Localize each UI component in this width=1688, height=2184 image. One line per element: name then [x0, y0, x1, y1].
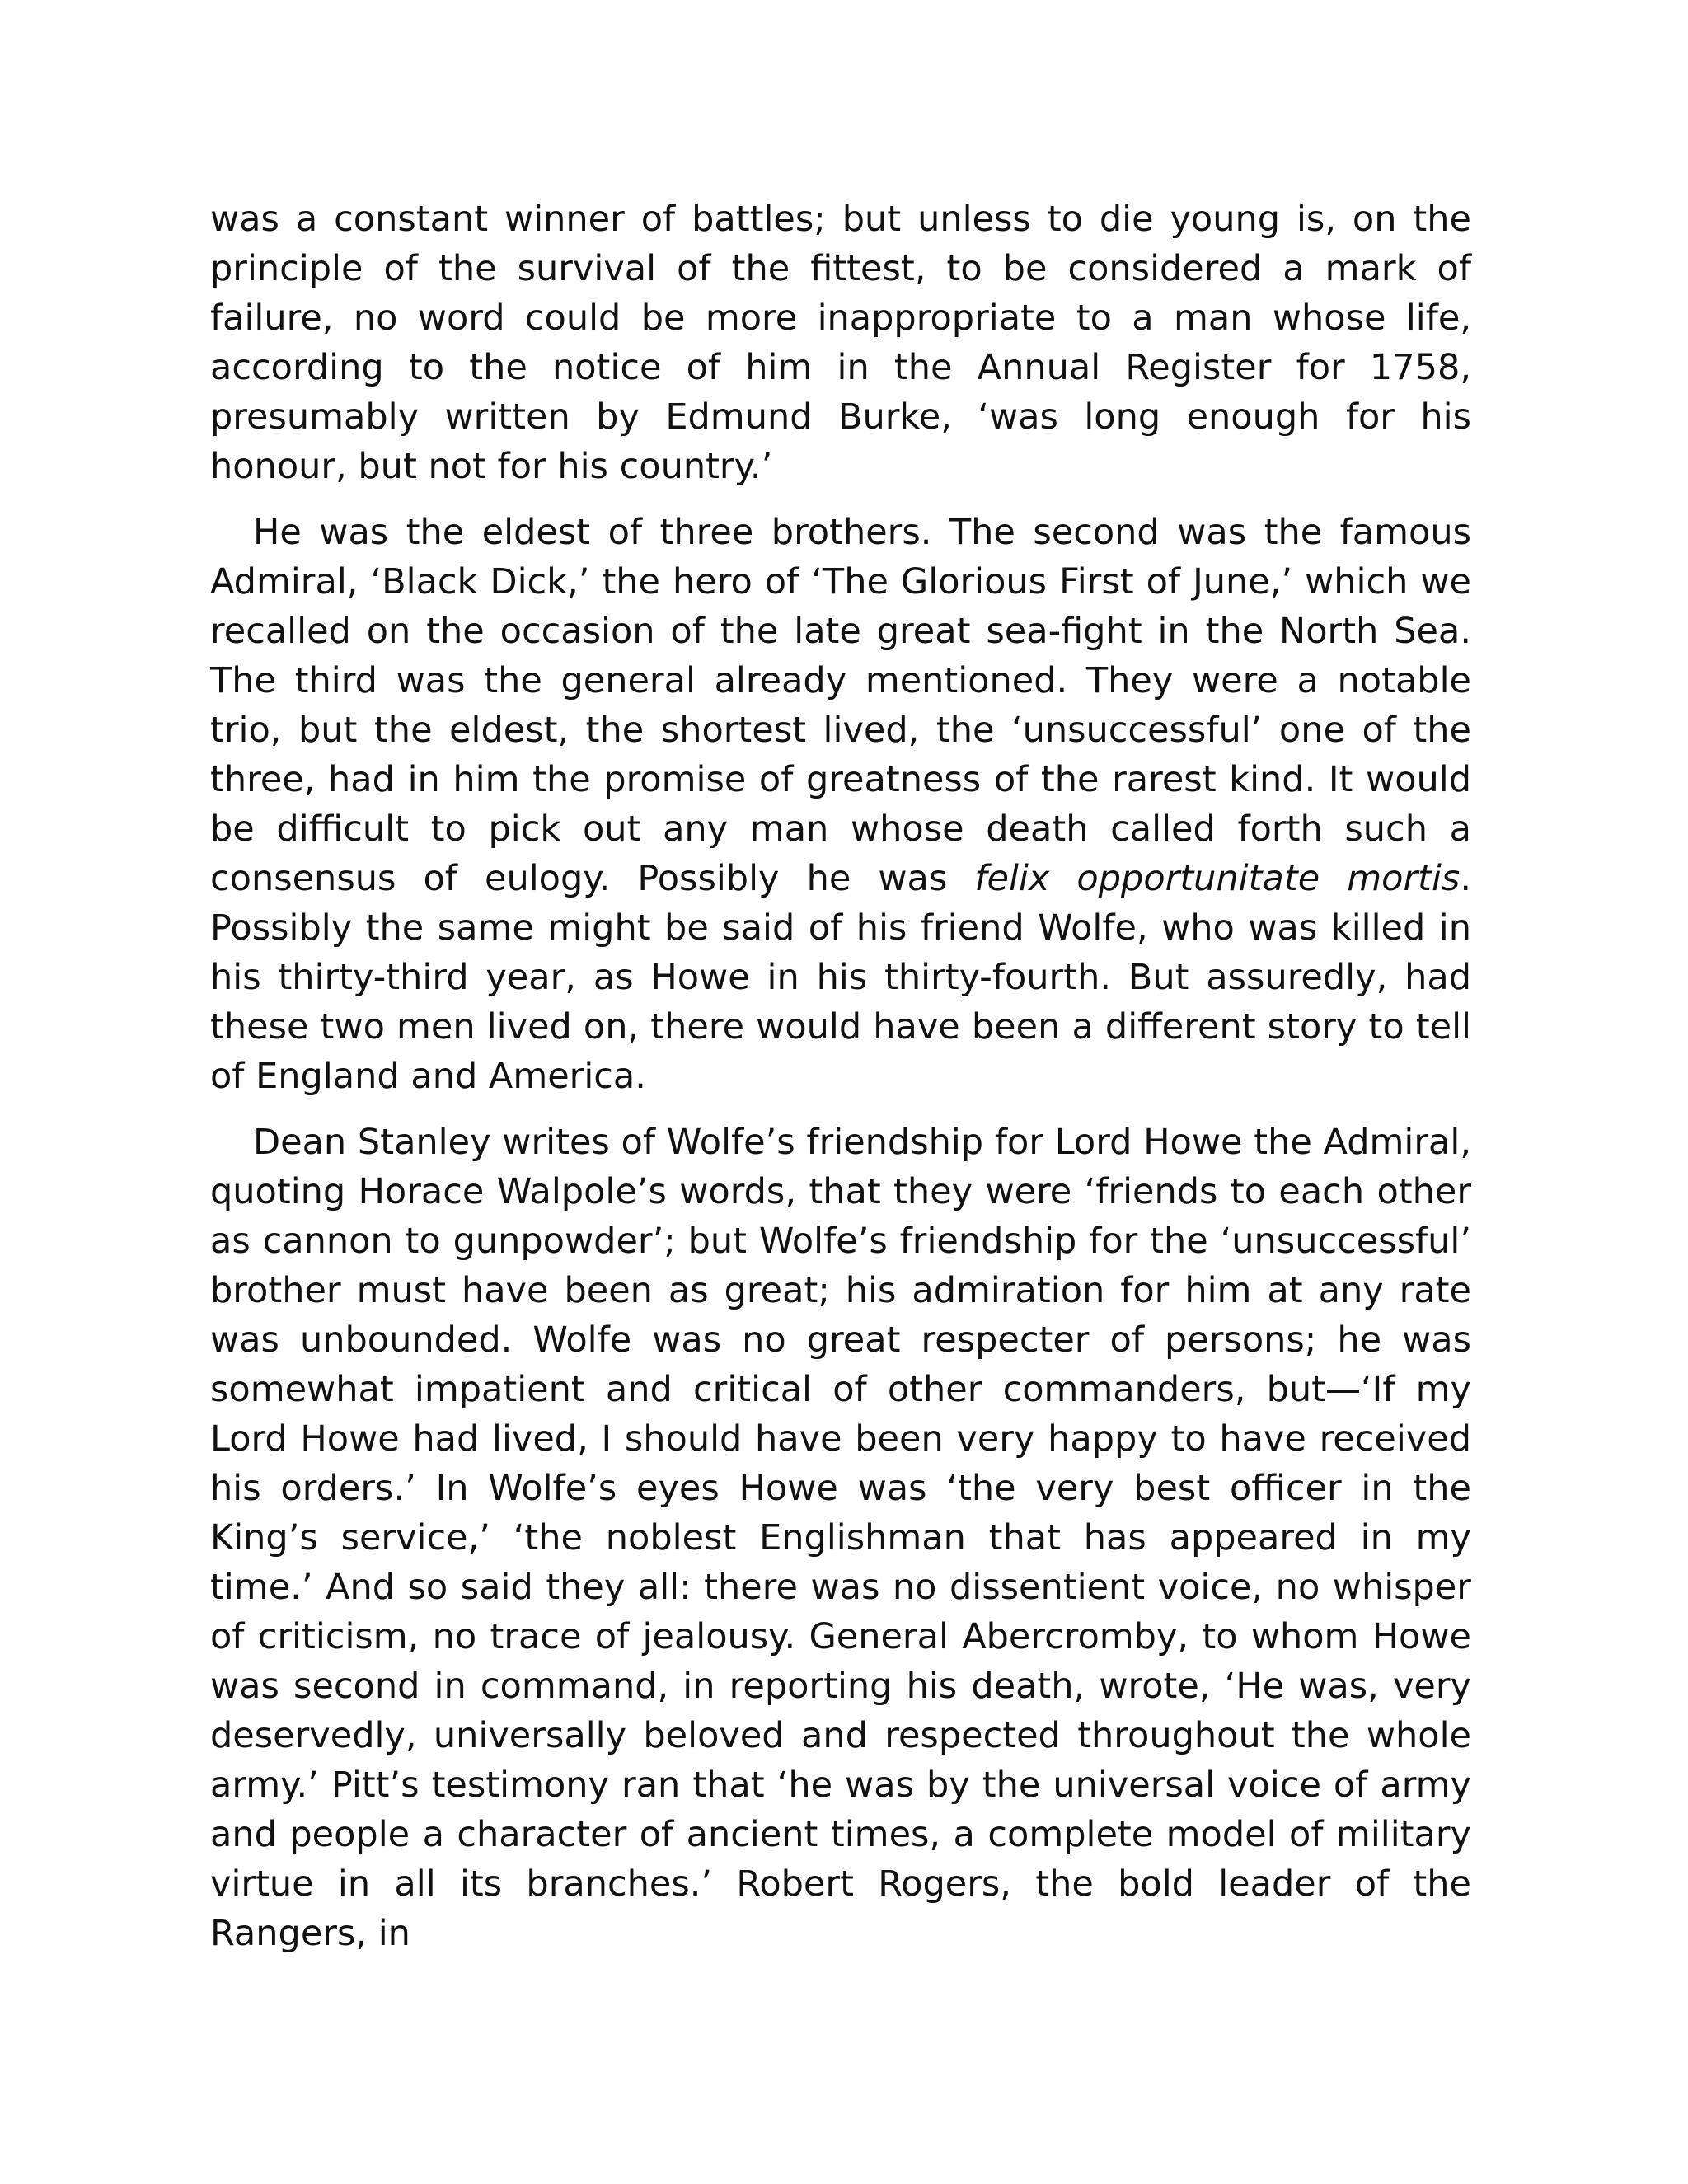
paragraph-2-text-before: He was the eldest of three brothers. The second was the famous Admiral, ‘Black Dick,’ the hero of ‘The Glorious First of June,’ which we recalled on the occasion of the late great sea-fight in the North Sea. The third was the general already mentioned. They were a notable trio, but the eldest, the shortest lived, the ‘unsuccessful’ one of the three, had in him the promise of greatness of the rarest kind. It would be difficult to pick out any man whose death called forth such a consensus of eulogy. Possibly he was	[210, 512, 1471, 899]
paragraph-3	[210, 1118, 1471, 1958]
paragraph-1-text: was a constant winner of battles; but unless to die young is, on the principle of the survival of the fittest, to be considered a mark of failure, no word could be more inappropriate to a man whose life, according to the notice of him in the Annual Register for 1758, presumably written by Edmund Burke, ‘was long enough for his honour, but not for his country.’	[210, 199, 1471, 487]
document-page	[210, 194, 1471, 1975]
paragraph-2	[210, 508, 1471, 1101]
paragraph-2-italic-phrase: felix opportunitate mortis	[974, 858, 1461, 899]
paragraph-2-text-after: . Possibly the same might be said of his friend Wolfe, who was killed in his thirty-third year, as Howe in his thirty-fourth. But assuredly, had these two men lived on, there would have been a different story to tell of England and America.	[210, 858, 1472, 1097]
paragraph-1	[210, 194, 1471, 491]
paragraph-3-text: Dean Stanley writes of Wolfe’s friendship for Lord Howe the Admiral, quoting Horace Walpole’s words, that they were ‘friends to each other as cannon to gunpowder’; but Wolfe’s friendship for the ‘unsuccessful’ brother must have been as great; his admiration for him at any rate was unbounded. Wolfe was no great respecter of persons; he was somewhat impatient and critical of other commanders, but—‘If my Lord Howe had lived, I should have been very happy to have received his orders.’ In Wolfe’s eyes Howe was ‘the very best officer in the King’s service,’ ‘the noblest Englishman that has appeared in my time.’ And so said they all: there was no dissentient voice, no whisper of criticism, no trace of jealousy. General Abercromby, to whom Howe was second in command, in reporting his death, wrote, ‘He was, very deservedly, universally beloved and respected throughout the whole army.’ Pitt’s testimony ran that ‘he was by the universal voice of army and people a character of ancient times, a complete model of military virtue in all its branches.’ Robert Rogers, the bold leader of the Rangers, in	[210, 1122, 1471, 1954]
